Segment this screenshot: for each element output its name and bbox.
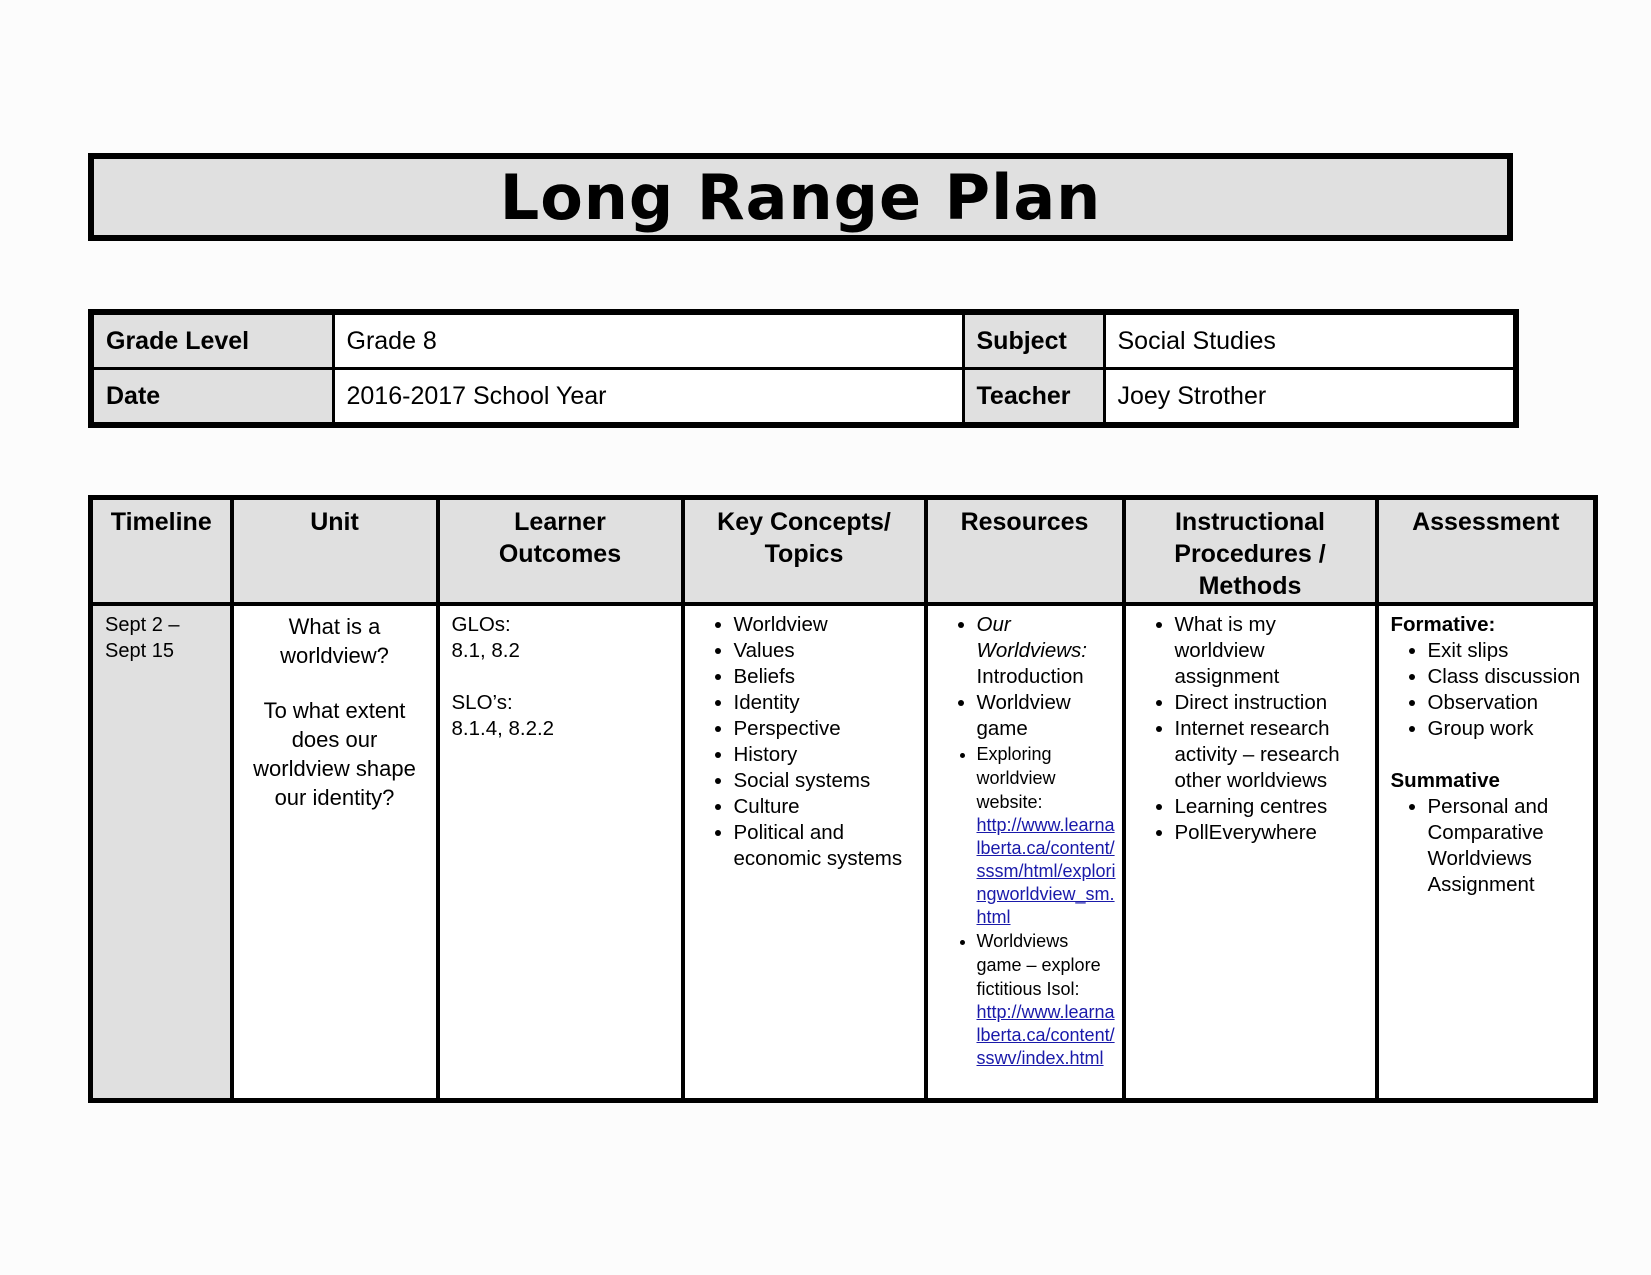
date-value: 2016-2017 School Year bbox=[333, 369, 963, 426]
list-item: • PollEverywhere bbox=[1175, 820, 1369, 846]
list-item: • Political and economic systems bbox=[734, 820, 918, 872]
concepts-list bbox=[697, 612, 918, 872]
procedures-list bbox=[1138, 612, 1369, 846]
resource-title: Our Worldviews: bbox=[976, 613, 1087, 662]
list-item: • Perspective bbox=[734, 716, 918, 742]
resource-subtitle: Introduction bbox=[976, 665, 1084, 688]
list-item: • History bbox=[734, 742, 918, 768]
unit-header: Unit bbox=[232, 498, 438, 605]
list-item: • Internet research activity – research other worldviews bbox=[1175, 716, 1369, 794]
list-item: • Values bbox=[734, 638, 918, 664]
plan-row bbox=[91, 604, 1596, 1101]
unit-cell bbox=[232, 604, 438, 1101]
list-item: • Class discussion bbox=[1428, 664, 1588, 690]
summative-label: Summative bbox=[1390, 769, 1500, 792]
list-item: • What is my worldview assignment bbox=[1175, 612, 1369, 690]
info-table bbox=[88, 309, 1519, 428]
subject-value: Social Studies bbox=[1104, 312, 1516, 369]
list-item: • Social systems bbox=[734, 768, 918, 794]
resources-list bbox=[940, 612, 1118, 1070]
unit-question-1: What is a worldview? bbox=[280, 614, 389, 668]
title-banner bbox=[88, 153, 1513, 241]
resources-cell bbox=[926, 604, 1124, 1101]
list-item bbox=[977, 742, 1118, 929]
timeline-end: Sept 15 bbox=[105, 640, 174, 662]
glos-value: 8.1, 8.2 bbox=[451, 639, 520, 662]
formative-list bbox=[1391, 638, 1588, 742]
formative-label: Formative: bbox=[1390, 613, 1496, 636]
procedures-header: Instructional Procedures / Methods bbox=[1124, 498, 1377, 605]
resource-link[interactable]: http://www.learnalberta.ca/content/sssm/html/exploringworldview_sm.html bbox=[976, 815, 1116, 927]
timeline-cell bbox=[91, 604, 232, 1101]
teacher-value: Joey Strother bbox=[1104, 369, 1516, 426]
resource-label: Exploring worldview website: bbox=[976, 744, 1056, 812]
outcomes-header: Learner Outcomes bbox=[438, 498, 683, 605]
concepts-header: Key Concepts/ Topics bbox=[683, 498, 926, 605]
concepts-cell bbox=[683, 604, 926, 1101]
unit-question-2: To what extent does our worldview shape our identity? bbox=[253, 698, 416, 810]
plan-header-row bbox=[91, 498, 1596, 605]
outcomes-cell bbox=[438, 604, 683, 1101]
resources-header: Resources bbox=[926, 498, 1124, 605]
subject-label: Subject bbox=[963, 312, 1104, 369]
list-item: • Personal and Comparative Worldviews Assignment bbox=[1428, 794, 1588, 898]
assessment-header: Assessment bbox=[1377, 498, 1596, 605]
plan-table bbox=[88, 495, 1598, 1103]
timeline-header: Timeline bbox=[91, 498, 232, 605]
teacher-label: Teacher bbox=[963, 369, 1104, 426]
grade-level-value: Grade 8 bbox=[333, 312, 963, 369]
info-row bbox=[91, 369, 1516, 426]
timeline-start: Sept 2 – bbox=[105, 614, 180, 636]
resource-label: Worldviews game – explore fictitious Isol: bbox=[976, 931, 1101, 999]
procedures-cell bbox=[1124, 604, 1377, 1101]
grade-level-label: Grade Level bbox=[91, 312, 333, 369]
list-item bbox=[977, 612, 1118, 690]
slos-label: SLO’s: bbox=[451, 691, 513, 714]
list-item bbox=[977, 929, 1118, 1070]
list-item: • Observation bbox=[1428, 690, 1588, 716]
info-row bbox=[91, 312, 1516, 369]
list-item: • Learning centres bbox=[1175, 794, 1369, 820]
resource-link[interactable]: http://www.learnalberta.ca/content/sswv/index.html bbox=[976, 1002, 1115, 1068]
list-item: • Worldview bbox=[734, 612, 918, 638]
glos-label: GLOs: bbox=[451, 613, 511, 636]
summative-list bbox=[1391, 794, 1588, 898]
page-title: Long Range Plan bbox=[499, 160, 1102, 234]
date-label: Date bbox=[91, 369, 333, 426]
list-item: • Exit slips bbox=[1428, 638, 1588, 664]
list-item: • Identity bbox=[734, 690, 918, 716]
list-item: • Culture bbox=[734, 794, 918, 820]
slos-value: 8.1.4, 8.2.2 bbox=[451, 717, 555, 740]
assessment-cell bbox=[1377, 604, 1596, 1101]
list-item: • Group work bbox=[1428, 716, 1588, 742]
list-item: • Direct instruction bbox=[1175, 690, 1369, 716]
list-item: • Worldview game bbox=[977, 690, 1118, 742]
list-item: • Beliefs bbox=[734, 664, 918, 690]
